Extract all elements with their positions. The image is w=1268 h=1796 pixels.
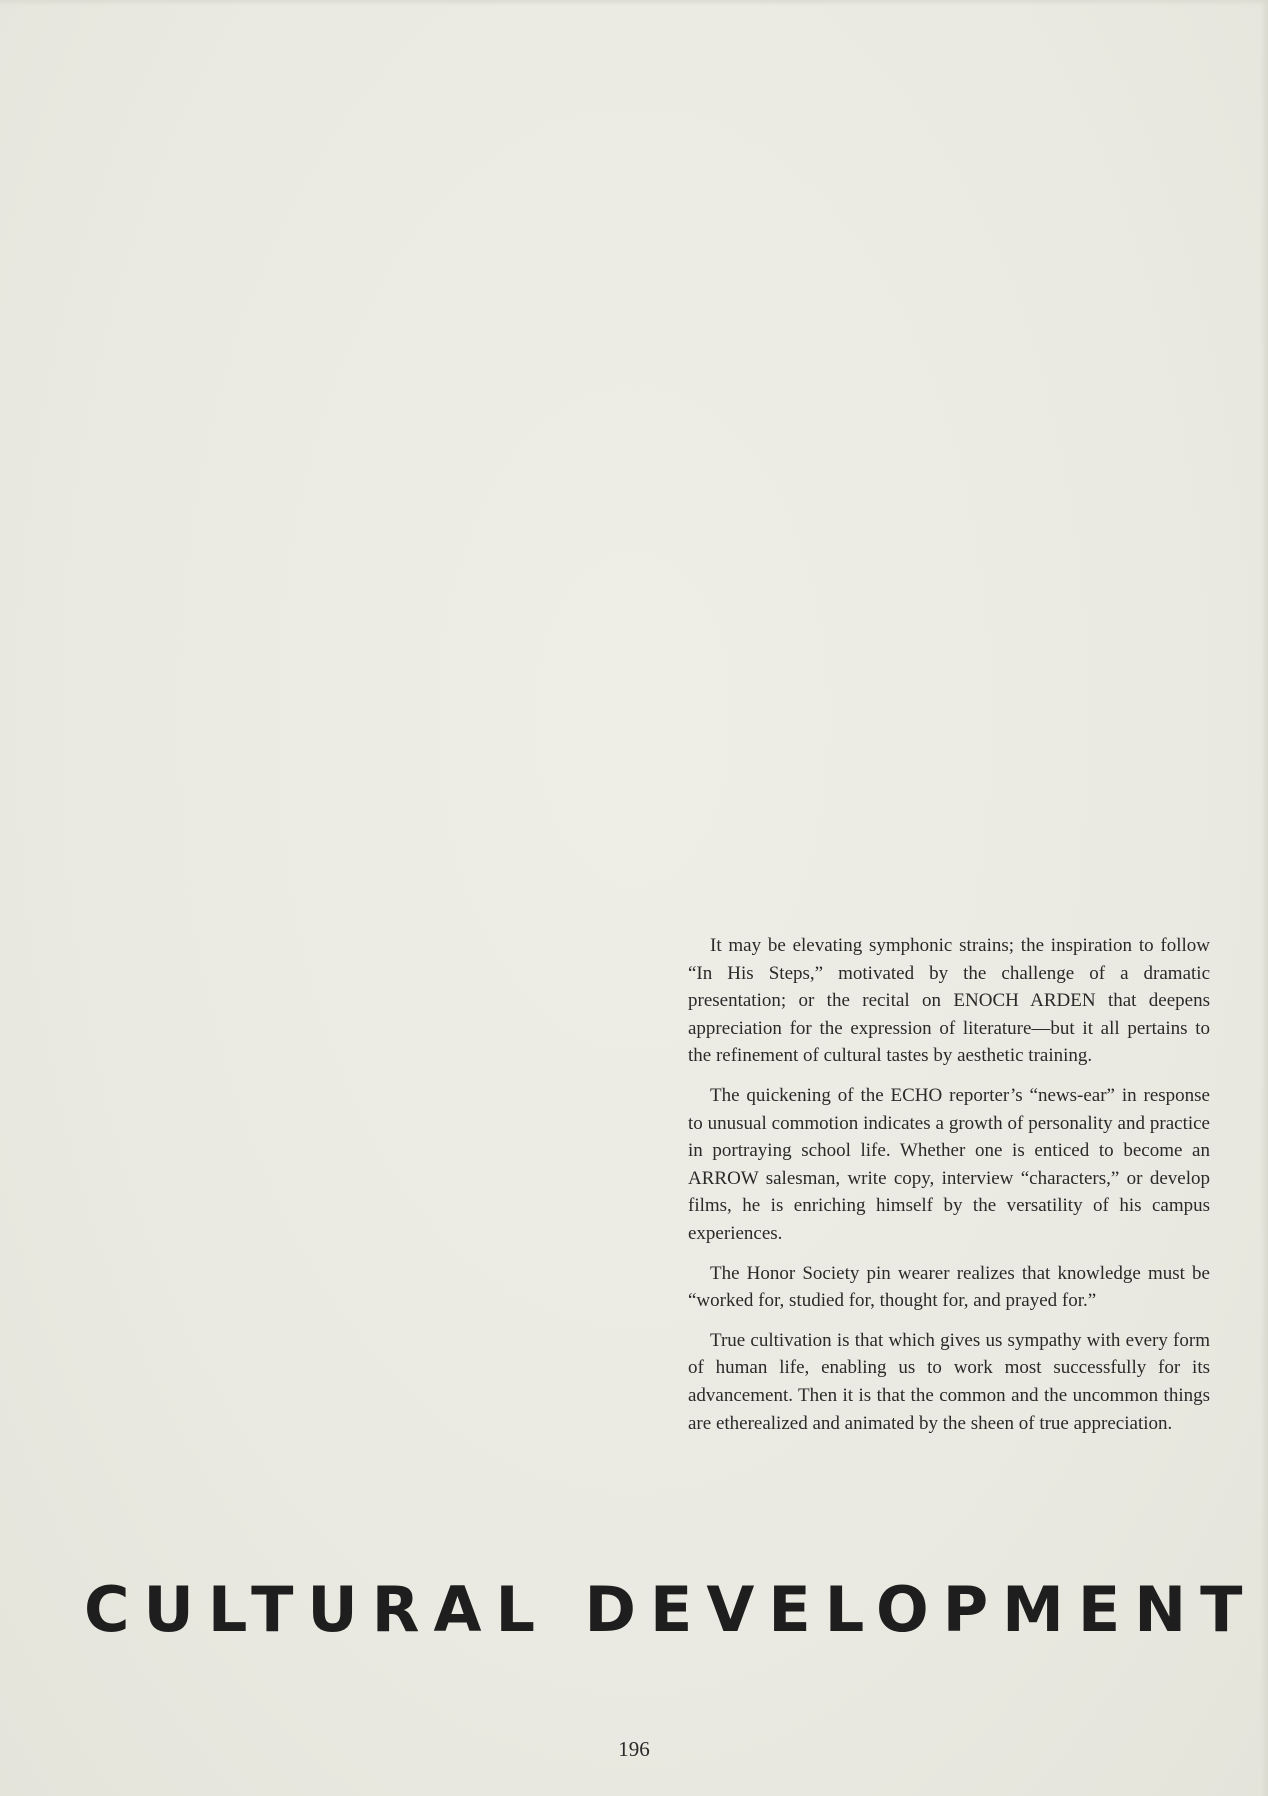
article-paragraph-4: True cultivation is that which gives us sympathy with every form of human life, enabling us to work most successfully for its advancement. Then it is that the common and the uncommon things are etherealized and animated by the sheen of true appreciation. — [688, 1329, 1210, 1434]
article-body — [688, 932, 1210, 1449]
article-paragraph-1: It may be elevating symphonic strains; the inspiration to follow “In His Steps,” motivated by the challenge of a dramatic presentation; or the recital on ENOCH ARDEN that deepens appreciation for the expression of literature—but it all pertains to the refinement of cultural tastes by aesthetic training. — [688, 935, 1210, 1067]
article-paragraph-3: The Honor Society pin wearer realizes that knowledge must be “worked for, studied for, thought for, and prayed for.” — [688, 1262, 1210, 1312]
page-edge-top — [0, 0, 1268, 6]
page-edge-right — [1260, 0, 1268, 1796]
section-headline: CULTURAL DEVELOPMENT — [84, 1573, 1257, 1646]
article-paragraph-2: The quickening of the ECHO reporter’s “news-ear” in response to unusual commotion indicates a growth of personality and practice in portraying school life. Whether one is enticed to become an ARROW salesman, write copy, interview “characters,” or develop films, he is enriching himself by the versatility of his campus experiences. — [688, 1084, 1210, 1244]
page-number: 196 — [618, 1737, 650, 1761]
